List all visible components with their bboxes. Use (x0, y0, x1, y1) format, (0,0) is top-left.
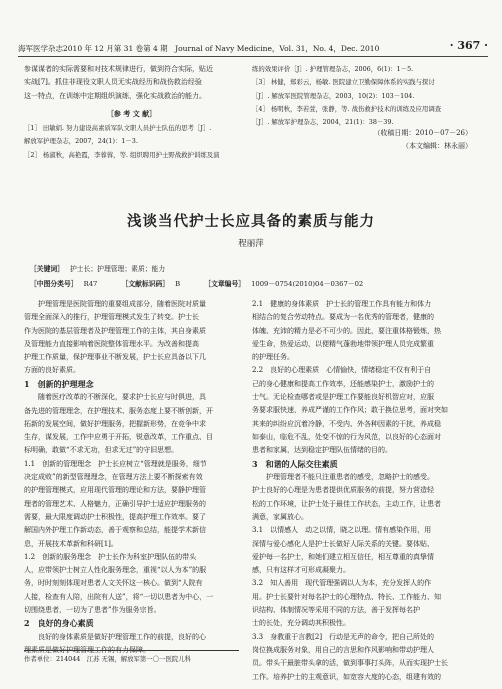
reference-line: ［2］ 杨淑秋，高艳霞，李蓉蓉，等. 组织聘用护士野战救护训练及演 (24, 150, 220, 159)
received-date: （收稿日期：2010－07－26） (373, 129, 472, 137)
text-line: 患者和家属，达到稳定护理队伍情绪的目的。 (252, 446, 392, 455)
text-line: 员。带头干最脏带头拿的活，做到事事打头阵，从而实现护士长 (252, 659, 448, 668)
doc-code-label: ［文献标识码］ (121, 280, 170, 288)
text-line: 人，应带领护士树立人性化服务理念，重视“以人为本”的服 (24, 566, 207, 575)
text-line: 3.1 以情感人 动之以情，晓之以理。情有感染作用，用 (252, 526, 432, 535)
reference-line: 解放军护理杂志，2007，24(1)：1－3. (24, 137, 138, 146)
text-line: 体魄、充沛的精力是必不可少的。因此，要注重体格锻炼，热 (252, 326, 441, 335)
doc-code-value: B (175, 280, 181, 288)
keywords-line (30, 263, 490, 273)
text-line: 务要求服快速，养成严谨的工作作风；敢于换位思考，面对突如 (252, 406, 448, 415)
keywords-label: ［关键词］ (30, 265, 64, 273)
text-line: 如泰山，临危不乱，处变不惊的行为风范，以良好的心态面对 (252, 432, 441, 441)
section-heading: 1 创新的护理理念 (24, 378, 94, 389)
text-line: 相结合的复合劳动特点。要成为一名优秀的管理者，健康的 (252, 313, 434, 322)
text-line: 理素质是做好护理管理工作的有力保障。 (24, 646, 150, 655)
text-line: 实战[7]。抓住非现役文职人员无实战经历和战伤救治经验 (24, 78, 202, 87)
editor-note: （本文编辑：林永丽） (402, 142, 472, 150)
prev-article-end (24, 63, 239, 162)
text-line: 息，开展技术革新和科研[1]。 (24, 539, 118, 548)
keywords: 护士长；护理管理；素质；能力 (69, 265, 166, 273)
author: 程丽萍 (238, 239, 264, 249)
text-line: 的护理管理模式，应用现代管理的理论和方法，要静护理管 (24, 486, 206, 495)
text-line: 拓新的发展空间，做好护理服务，把握新形势，在竞争中求 (24, 419, 206, 428)
running-header (18, 39, 488, 57)
text-line: 深情与爱心感化人是护士长做好人际关系的关键。要体贴、 (252, 539, 434, 548)
text-line: 用。护士长要针对每名护士的心理特点、特长、工作能力、知 (252, 592, 441, 601)
text-line: 爱生命，热爱运动，以便精气蓬勃地带领护理人员完成繁重 (252, 339, 434, 348)
references-right (252, 63, 487, 129)
text-line: 备先进的管理理念，在护理技术、服务态度上要不断创新，开 (24, 406, 213, 415)
text-line: 良好的身体素质是做好护理管理工作的前提，良好的心 (24, 632, 206, 641)
classification-line (30, 278, 490, 288)
text-line: 1.2 创新的服务理念 护士长作为科室护理队伍的带头 (24, 552, 197, 561)
text-line: 参谋谋者的实际需要和对技术规律进行，做到符合实际，贴近 (24, 65, 213, 73)
reference-line: 练的效果评价［J］. 护理管理杂志，2006，6(1)：1－5. (252, 65, 414, 73)
text-line: 感，只有这样才可形成凝聚力。 (252, 566, 350, 575)
text-line: 其来的纠纷应沉着冷静，不受内、外各种因素的干扰，养成稳 (252, 419, 441, 428)
reference-line: ［4］ 杨明秋，李若萱，张静，等. 战伤救护技术的训练及应用调查 (252, 104, 442, 113)
text-line: 识结构、体制情况等采用不同的方法，善于发挥每名护 (252, 606, 420, 615)
text-line: 作为医院的基层管理者及护理管理工作的主体，其自身素质 (24, 326, 206, 335)
clc-value: R47 (83, 280, 98, 288)
author-affiliation-footnote: 作者单位：214044 江苏 无锡，解放军第一〇一医院儿科 (24, 650, 239, 663)
reference-line: ［J］. 解放军护理杂志，2004，21(1)：38－39. (252, 118, 394, 127)
text-line: 护理管理者不能只注重患者的感受，忽略护士的感受。 (252, 473, 434, 482)
text-line: 务，时时刻刻体现对患者人文关怀这一核心。做到“人院有 (24, 579, 203, 588)
article-no-value: 1009－0754(2010)04－0367－02 (251, 280, 364, 288)
text-line: 的护理任务。 (252, 353, 294, 362)
text-line: 护理管理是医院管理的重要组成部分，随着医院对质量 (24, 300, 206, 308)
reference-line: ［1］ 田敏娟. 努力建设高素质军队文职人员护士队伍的思考［J］. (24, 124, 212, 133)
text-line: 理者的管理艺术、人格魅力，正确引导护士适应护理服务的 (24, 499, 206, 508)
page-number: · 367 · (449, 39, 488, 52)
text-line: 护理工作质量，保护理事业不断发展，护士长应具备以下几 (24, 353, 206, 362)
text-line: 决定成败”的新型管理理念，在管理方法上要不断探索有效 (24, 473, 203, 482)
clc-label: ［中图分类号］ (30, 280, 78, 288)
text-line: 随着医疗改革的不断深化，要求护士长应与时俱进，具 (24, 393, 206, 402)
text-line: 工作。培养护士的主观意识，如宽容大度的心态，组建有效的 (252, 672, 441, 681)
text-line: 2.1 健康的身体素质 护士长的管理工作具有能力和体力 (252, 300, 432, 308)
text-line: 2.2 良好的心理素质 心情愉快，情绪稳定不仅有利于自 (252, 366, 432, 375)
text-line: 管理全面深入的推行，护理管理模式发生了转变。护士长 (24, 313, 199, 322)
body-right-column (252, 298, 487, 684)
text-line: 标明确，敢做“不求无功，但求无过”的守旧思想。 (24, 446, 179, 455)
text-line: 士气。无论检查哪者或是护理工作要能良好机智应对，应服 (252, 393, 434, 402)
text-line: 爱护每一名护士，和她们建立相互信任，相互尊重的真挚情 (252, 552, 434, 561)
text-line: 3.3 身教重于言教[2] 行动是无声的命令，把自己所处的 (252, 632, 435, 641)
reference-line: ［3］ 林健，郑彩云，杨敏. 医院建立卫勤保障体系的实践与探讨 (252, 78, 435, 87)
article-no-label: ［文章编号］ (204, 280, 246, 288)
text-line: 护士良好的心理是为患者提供优质服务的前提，努力营造轻 (252, 486, 434, 495)
text-line: 3.2 知人善用 现代管理强调以人为本，充分发挥人的作 (252, 579, 432, 588)
reference-line: ［J］. 解放军医院管理杂志，2003，10(2)：103－104. (252, 91, 415, 100)
text-line: 松的工作环境，让护士处于最佳工作状态，主动工作，让患者 (252, 499, 441, 508)
text-line: 己的身心健康和提高工作效率，还能感染护士，激励护士的 (252, 379, 434, 388)
text-line: 生存，谋发展，工作中应勇于开拓，锐意改革，工作重点、目 (24, 433, 213, 442)
text-line: 1.1 创新的管理理念 护士长应树立“管理就是服务，细节 (24, 459, 207, 468)
text-line: 及管理能力直接影响着医院整体管理水平。为改善和提高 (24, 339, 199, 348)
text-line: 人接，检查有人陪，出院有人送”，将“一切以患者为中心，一 (24, 592, 214, 601)
references-title: ［参 考 文 献］ (106, 108, 157, 118)
text-line: 岗位换成服务对象，用自己的言思和作风影响和带动护理人 (252, 645, 434, 654)
text-line: 满意，家属放心。 (252, 512, 308, 521)
body-left-column (24, 298, 239, 657)
section-heading: 2 良好的身心素质 (24, 618, 94, 629)
journal-info: 海军医学杂志2010 年 12 月第 31 卷第 4 期 Journal of Navy Medicine，Vol. 31，No. 4，Dec. 2010 (18, 44, 380, 53)
text-line: 士的长处，充分调动其积极性。 (252, 619, 350, 628)
text-line: 解国内外护理工作新动态，善于观察和总结，能提学术新信 (24, 526, 206, 535)
text-line: 方面的良好素质。 (24, 366, 80, 375)
section-heading: 3 和谐的人际交往素质 (252, 458, 338, 469)
text-line: 需要，最大限度调动护士积极性，提高护理工作效率。要了 (24, 512, 206, 521)
text-line: 切围绕患者，一切为了患者”作为服务宗旨。 (24, 606, 161, 615)
text-line: 这一特点，在训练中定期组织演练，强化实战救治的能力。 (24, 91, 206, 100)
article-title: 浅谈当代护士长应具备的素质与能力 (127, 214, 375, 230)
